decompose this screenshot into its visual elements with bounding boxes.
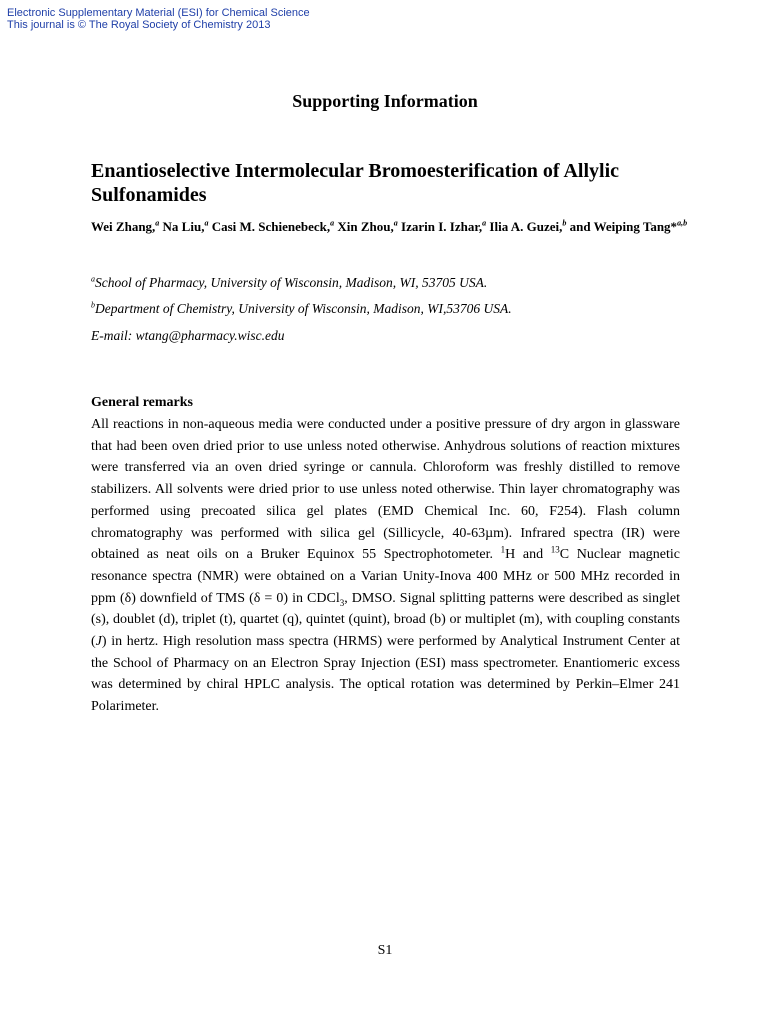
author-affiliation-mark: a — [155, 218, 160, 228]
affiliation-b — [91, 301, 512, 317]
author-affiliation-mark: a — [393, 218, 398, 228]
affiliation-mark: b — [91, 300, 95, 310]
affiliation-text: Department of Chemistry, University of Wisconsin, Madison, WI,53706 USA. — [95, 301, 512, 316]
contact-email: E-mail: wtang@pharmacy.wisc.edu — [91, 328, 285, 343]
affiliation-a — [91, 275, 487, 291]
paragraph-text: All reactions in non-aqueous media were conducted under a positive pressure of dry argon in glassware that had been oven dried prior to use unless noted otherwise. Anhydrous solutions of reaction mixtures were transferred via an oven dried syringe or cannula. Chloroform was freshly distilled to remove stabilizers. All solvents were dried prior to use unless noted otherwise. Thin layer chromatography was performed using precoated silica gel plates (EMD Chemical Inc. 60, F254). Flash column chromatography was performed with silica gel (Sillicycle, 40-63µm). Infrared spectra (IR) were obtained as neat oils on a Bruker Equinox 55 Spectrophotometer. — [91, 417, 680, 563]
general-remarks-paragraph — [91, 414, 680, 718]
paragraph-text: , DMSO. Signal splitting patterns were described as singlet (s), doublet (d), triplet (t), quartet (q), quintet (quint), broad (b) or multiplet (m), with coupling constants ( — [91, 590, 680, 650]
author-name: Casi M. Schienebeck, — [208, 219, 331, 234]
paper-title: Enantioselective Intermolecular Bromoesterification of Allylic Sulfonamides — [91, 160, 620, 206]
author-name: Xin Zhou, — [334, 219, 394, 234]
supporting-information-title: Supporting Information — [292, 91, 478, 111]
general-remarks-heading: General remarks — [91, 395, 193, 410]
author-name: Ilia A. Guzei, — [486, 219, 563, 234]
author-name: and Weiping Tang* — [566, 219, 678, 234]
journal-header-line-1: Electronic Supplementary Material (ESI) for Chemical Science — [7, 7, 310, 19]
italic-symbol: J — [95, 634, 102, 650]
author-list — [91, 218, 691, 235]
author-affiliation-mark: a — [204, 218, 209, 228]
paragraph-text: H and — [505, 547, 551, 563]
author-affiliation-mark: a — [482, 218, 487, 228]
affiliation-mark: a — [91, 274, 95, 284]
superscript: 13 — [550, 544, 560, 555]
author-affiliation-mark: a — [330, 218, 335, 228]
paragraph-text: ) in hertz. High resolution mass spectra (HRMS) were performed by Analytical Instrument Center at the School of Pharmacy on an Electron Spray Injection (ESI) mass spectrometer. Enantiomeric excess was determined by chiral HPLC analysis. The optical rotation was determined by Perkin–Elmer 241 Polarimeter. — [91, 634, 680, 715]
superscript: 1 — [500, 544, 506, 555]
author-affiliation-mark: a,b — [677, 218, 688, 228]
author-name: Izarin I. Izhar, — [397, 219, 483, 234]
paragraph-text: C Nuclear magnetic resonance spectra (NMR) were obtained on a Varian Unity-Inova 400 MHz or 500 MHz recorded in ppm (δ) downfield of TMS (δ = 0) in CDCl — [91, 547, 681, 606]
affiliation-text: School of Pharmacy, University of Wisconsin, Madison, WI, 53705 USA. — [95, 275, 488, 290]
author-name: Wei Zhang, — [91, 219, 156, 234]
author-affiliation-mark: b — [562, 218, 567, 228]
page-number: S1 — [377, 943, 393, 958]
subscript: 3 — [339, 597, 345, 608]
author-name: Na Liu, — [159, 219, 205, 234]
journal-header-line-2: This journal is © The Royal Society of Chemistry 2013 — [7, 19, 271, 31]
